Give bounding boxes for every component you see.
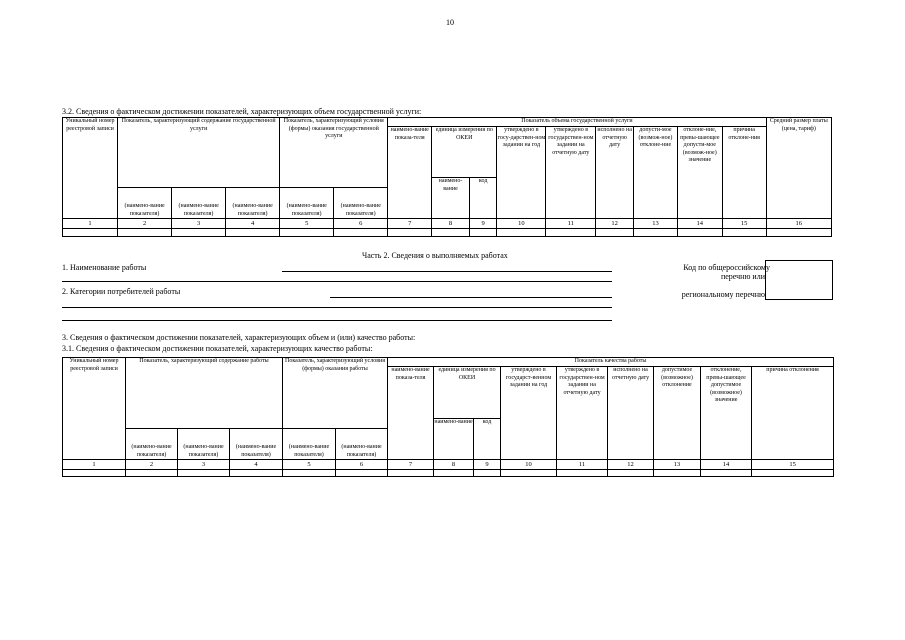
code-box[interactable] xyxy=(765,260,833,300)
column-number: 11 xyxy=(546,219,596,229)
table-cell[interactable] xyxy=(474,470,501,477)
header-content-indicator: Показатель, характеризующий содержание работы xyxy=(126,358,283,429)
header-unit-code: код xyxy=(469,178,497,219)
table-row xyxy=(63,470,834,477)
table-cell[interactable] xyxy=(501,470,557,477)
header-approved-date: утверждено в государствен-ном задании на отчетную дату xyxy=(546,127,596,219)
header-reason: причина отклоне-ния xyxy=(722,127,766,219)
table-cell[interactable] xyxy=(226,229,280,237)
consumers-field-line-2[interactable] xyxy=(62,307,612,308)
table-cell[interactable] xyxy=(766,229,831,237)
column-number: 4 xyxy=(226,219,280,229)
column-number: 1 xyxy=(63,219,118,229)
table-cell[interactable] xyxy=(434,470,474,477)
section-3-title: 3. Сведения о фактическом достижении показателей, характеризующих объем и (или) качество работы: xyxy=(62,333,416,342)
column-number: 6 xyxy=(336,460,388,470)
header-approved-year: утверждено в госу-дарствен-ном задании на год xyxy=(497,127,546,219)
table-cell[interactable] xyxy=(283,470,336,477)
work-name-field-line-2[interactable] xyxy=(62,281,612,282)
table-cell[interactable] xyxy=(546,229,596,237)
header-sub-name: (наимено-вание показателя) xyxy=(230,429,283,460)
column-number: 4 xyxy=(230,460,283,470)
header-unit: единица измерения по ОКЕИ xyxy=(432,127,497,178)
table-cell[interactable] xyxy=(178,470,230,477)
code-label-line-3: региональному перечню xyxy=(681,290,765,299)
header-deviation-exceeding: отклонение, превы-шающее допустимое (возможное) значение xyxy=(701,367,752,460)
table-cell[interactable] xyxy=(118,229,172,237)
header-approved-year: утверждено в государст-венном задании на год xyxy=(501,367,557,460)
header-executed: исполнено на отчетную дату xyxy=(596,127,634,219)
column-number: 15 xyxy=(722,219,766,229)
header-sub-name: (наимено-вание показателя) xyxy=(280,188,334,219)
consumers-field[interactable] xyxy=(330,297,612,298)
column-number: 2 xyxy=(126,460,178,470)
table-cell[interactable] xyxy=(388,229,432,237)
work-name-label: 1. Наименование работы xyxy=(62,263,147,272)
table-cell[interactable] xyxy=(63,470,126,477)
header-sub-name: (наимено-вание показателя) xyxy=(336,429,388,460)
column-number: 3 xyxy=(172,219,226,229)
column-number: 8 xyxy=(432,219,470,229)
column-number-row xyxy=(63,219,832,229)
table-cell[interactable] xyxy=(752,470,834,477)
column-number: 14 xyxy=(677,219,722,229)
table-cell[interactable] xyxy=(432,229,470,237)
header-content-indicator: Показатель, характеризующий содержание государственной услуги xyxy=(118,118,280,188)
column-number: 16 xyxy=(766,219,831,229)
header-allowed-deviation: допусти-мое (возмож-ное) отклоне-ние xyxy=(634,127,678,219)
table-cell[interactable] xyxy=(280,229,334,237)
column-number: 13 xyxy=(654,460,701,470)
header-quality-indicator: Показатель качества работы xyxy=(388,358,834,367)
header-deviation-exceeding: отклоне-ние, превы-шающее допусти-мое (возмож-ное) значение xyxy=(677,127,722,219)
header-avg-fee: Средний размер платы (цена, тариф) xyxy=(766,118,831,219)
column-number: 13 xyxy=(634,219,678,229)
consumers-label: 2. Категории потребителей работы xyxy=(62,287,181,296)
column-number: 9 xyxy=(469,219,497,229)
column-number: 7 xyxy=(388,460,434,470)
table-cell[interactable] xyxy=(654,470,701,477)
header-unique-number: Уникальный номер реестровой записи xyxy=(63,118,118,219)
code-label-line-1: Код по общероссийскому xyxy=(683,263,770,272)
column-number: 2 xyxy=(118,219,172,229)
page-number: 10 xyxy=(446,18,454,27)
column-number: 1 xyxy=(63,460,126,470)
volume-indicators-table xyxy=(62,117,832,237)
header-sub-name: (наимено-вание показателя) xyxy=(226,188,280,219)
header-executed: исполнено на отчетную дату xyxy=(608,367,654,460)
header-sub-name: (наимено-вание показателя) xyxy=(172,188,226,219)
table-cell[interactable] xyxy=(608,470,654,477)
header-sub-name: (наимено-вание показателя) xyxy=(283,429,336,460)
header-allowed-deviation: допустимое (возможное) отклонение xyxy=(654,367,701,460)
header-unique-number: Уникальный номер реестровой записи xyxy=(63,358,126,460)
column-number: 12 xyxy=(596,219,634,229)
column-number: 9 xyxy=(474,460,501,470)
column-number-row xyxy=(63,460,834,470)
table-cell[interactable] xyxy=(557,470,608,477)
table-cell[interactable] xyxy=(677,229,722,237)
header-sub-name: (наимено-вание показателя) xyxy=(126,429,178,460)
header-unit-code: код xyxy=(474,419,501,460)
header-conditions-indicator: Показатель, характеризующий условия (формы) оказания государственной услуги xyxy=(280,118,388,188)
header-volume-indicator: Показатель объема государственной услуги xyxy=(388,118,766,127)
table-cell[interactable] xyxy=(334,229,388,237)
table-cell[interactable] xyxy=(336,470,388,477)
column-number: 14 xyxy=(701,460,752,470)
section-3-1-title: 3.1. Сведения о фактическом достижении показателей, характеризующих качество работы: xyxy=(62,344,373,353)
column-number: 5 xyxy=(280,219,334,229)
header-indicator-name: наимено-вание показа-теля xyxy=(388,127,432,219)
header-reason: причина отклонения xyxy=(752,367,834,460)
column-number: 5 xyxy=(283,460,336,470)
table-cell[interactable] xyxy=(230,470,283,477)
part-2-title: Часть 2. Сведения о выполняемых работах xyxy=(362,251,508,260)
table-cell[interactable] xyxy=(172,229,226,237)
table-cell[interactable] xyxy=(596,229,634,237)
table-cell[interactable] xyxy=(388,470,434,477)
consumers-field-line-3[interactable] xyxy=(62,320,612,321)
header-unit-name: наимено-вание xyxy=(434,419,474,460)
column-number: 8 xyxy=(434,460,474,470)
header-sub-name: (наимено-вание показателя) xyxy=(118,188,172,219)
section-3-2-title: 3.2. Сведения о фактическом достижении показателей, характеризующих объем государственной услуги: xyxy=(62,107,422,116)
work-name-field[interactable] xyxy=(282,271,612,272)
column-number: 10 xyxy=(501,460,557,470)
table-cell[interactable] xyxy=(701,470,752,477)
header-indicator-name: наимено-вание показа-теля xyxy=(388,367,434,460)
code-label-line-2: перечню или xyxy=(720,272,765,281)
header-approved-date: утверждено в государствен-ном задании на отчетную дату xyxy=(557,367,608,460)
header-sub-name: (наимено-вание показателя) xyxy=(178,429,230,460)
table-cell[interactable] xyxy=(722,229,766,237)
table-cell[interactable] xyxy=(126,470,178,477)
column-number: 6 xyxy=(334,219,388,229)
column-number: 7 xyxy=(388,219,432,229)
column-number: 15 xyxy=(752,460,834,470)
column-number: 10 xyxy=(497,219,546,229)
header-unit-name: наимено-вание xyxy=(432,178,470,219)
header-unit: единица измерения по ОКЕИ xyxy=(434,367,501,419)
table-cell[interactable] xyxy=(63,229,118,237)
table-cell[interactable] xyxy=(634,229,678,237)
table-row xyxy=(63,229,832,237)
column-number: 3 xyxy=(178,460,230,470)
table-cell[interactable] xyxy=(469,229,497,237)
quality-indicators-table xyxy=(62,357,834,477)
header-sub-name: (наимено-вание показателя) xyxy=(334,188,388,219)
column-number: 12 xyxy=(608,460,654,470)
header-conditions-indicator: Показатель, характеризующий условия (формы) оказания работы xyxy=(283,358,388,429)
column-number: 11 xyxy=(557,460,608,470)
table-cell[interactable] xyxy=(497,229,546,237)
